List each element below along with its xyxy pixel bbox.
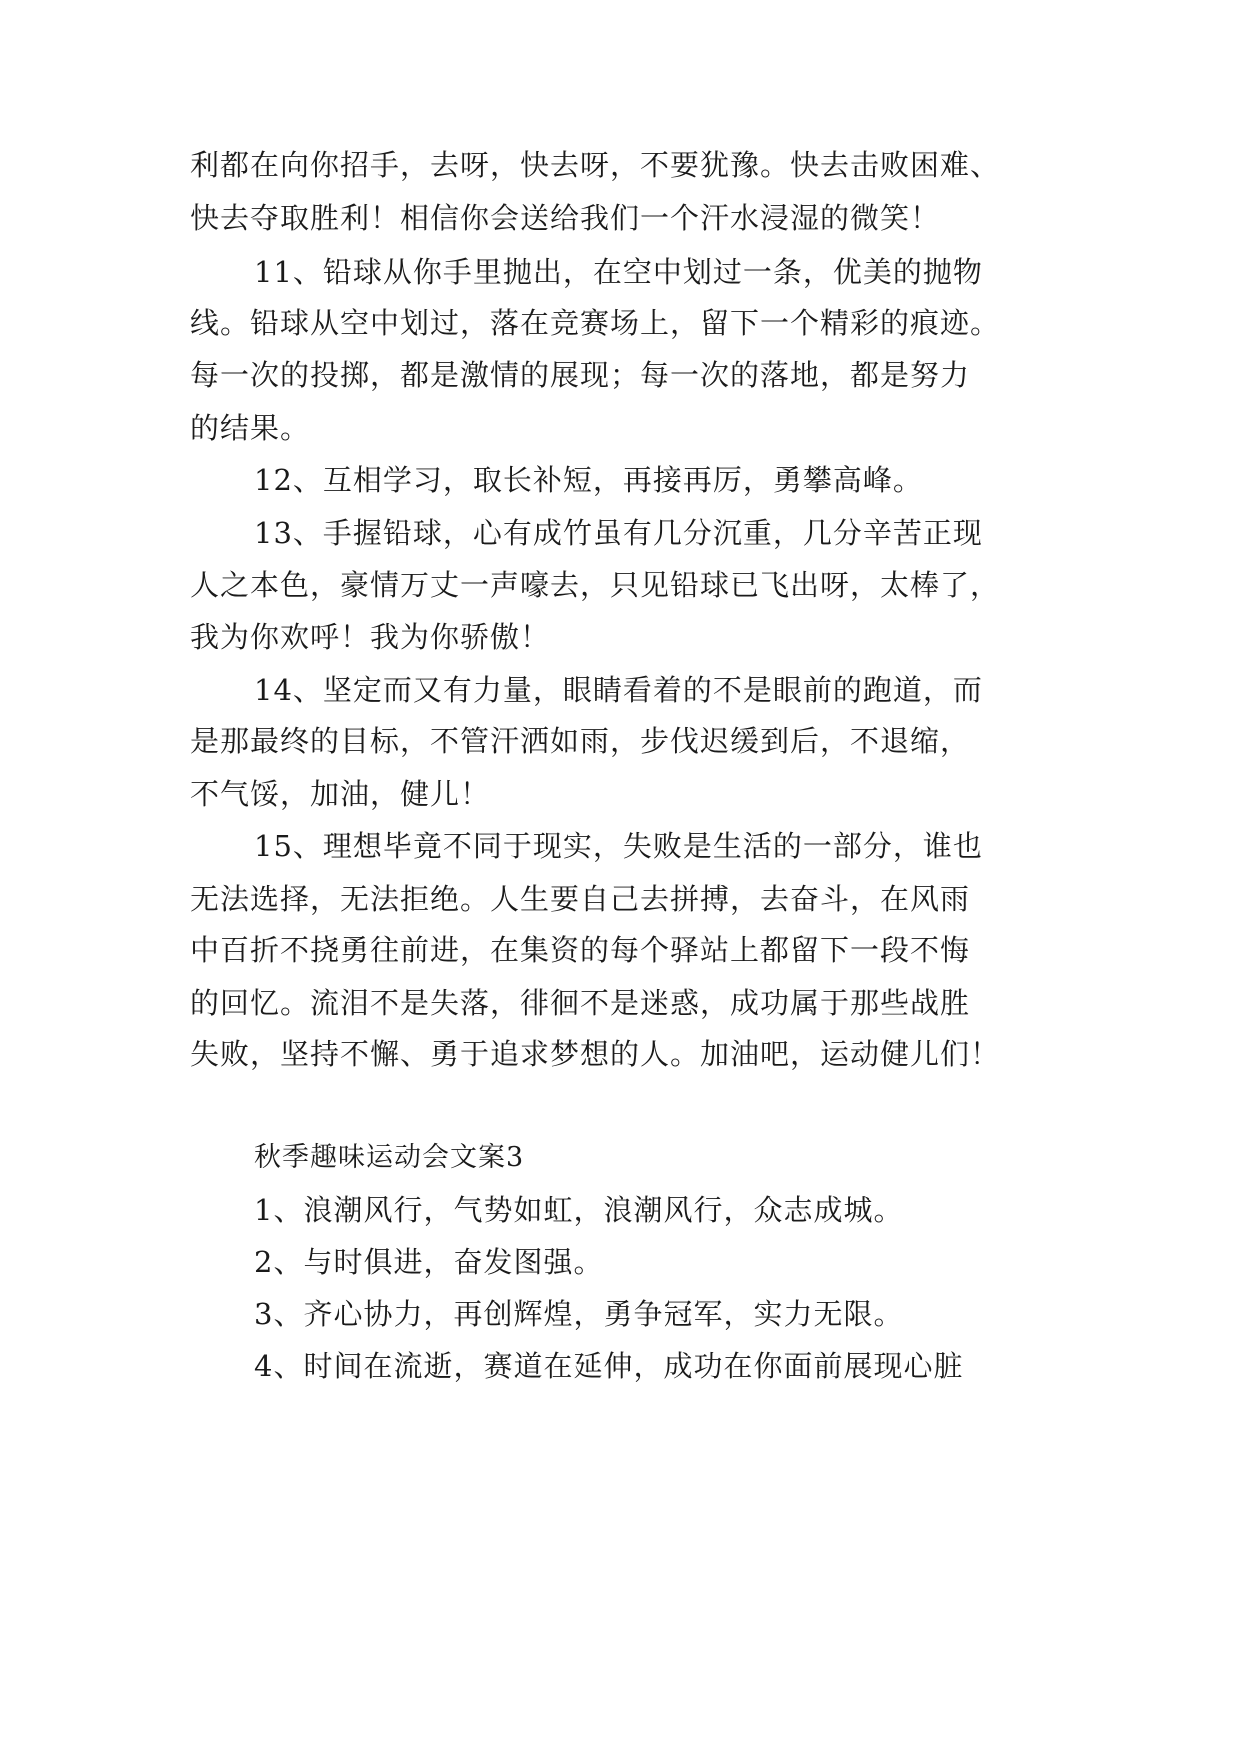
paragraph-line: 每一次的投掷，都是激情的展现；每一次的落地，都是努力 bbox=[190, 358, 971, 392]
list-item: 1、浪潮风行，气势如虹，浪潮风行，众志成城。 bbox=[254, 1193, 904, 1227]
paragraph-line: 的结果。 bbox=[190, 411, 311, 445]
paragraph-line: 13、手握铅球，心有成竹虽有几分沉重，几分辛苦正现 bbox=[254, 516, 983, 550]
paragraph-line: 我为你欢呼！我为你骄傲！ bbox=[190, 620, 551, 654]
paragraph-line: 不气馁，加油，健儿！ bbox=[190, 777, 491, 811]
paragraph-line: 15、理想毕竟不同于现实，失败是生活的一部分，谁也 bbox=[254, 829, 983, 863]
paragraph-line: 人之本色，豪情万丈一声嚎去，只见铅球已飞出呀，太棒了， bbox=[190, 568, 1001, 602]
paragraph-line: 是那最终的目标，不管汗洒如雨，步伐迟缓到后，不退缩， bbox=[190, 724, 971, 758]
paragraph-line: 利都在向你招手，去呀，快去呀，不要犹豫。快去击败困难、 bbox=[190, 148, 1001, 182]
section-title: 秋季趣味运动会文案3 bbox=[254, 1142, 525, 1173]
paragraph-line: 无法选择，无法拒绝。人生要自己去拼搏，去奋斗，在风雨 bbox=[190, 882, 971, 916]
paragraph-line: 11、铅球从你手里抛出，在空中划过一条，优美的抛物 bbox=[254, 255, 983, 289]
list-item: 4、时间在流逝，赛道在延伸，成功在你面前展现心脏 bbox=[254, 1349, 964, 1383]
paragraph-line: 快去夺取胜利！相信你会送给我们一个汗水浸湿的微笑！ bbox=[190, 201, 941, 235]
paragraph-line: 中百折不挠勇往前进，在集资的每个驿站上都留下一段不悔 bbox=[190, 933, 971, 967]
paragraph-line: 失败，坚持不懈、勇于追求梦想的人。加油吧，运动健儿们！ bbox=[190, 1037, 1001, 1071]
paragraph-line: 的回忆。流泪不是失落，徘徊不是迷惑，成功属于那些战胜 bbox=[190, 986, 971, 1020]
paragraph-line: 14、坚定而又有力量，眼睛看着的不是眼前的跑道，而 bbox=[254, 673, 983, 707]
document-page bbox=[190, 0, 1060, 1754]
paragraph-line: 12、互相学习，取长补短，再接再厉，勇攀高峰。 bbox=[254, 463, 923, 497]
list-item: 3、齐心协力，再创辉煌，勇争冠军，实力无限。 bbox=[254, 1297, 904, 1331]
paragraph-line: 线。铅球从空中划过，落在竞赛场上，留下一个精彩的痕迹。 bbox=[190, 306, 1001, 340]
list-item: 2、与时俱进，奋发图强。 bbox=[254, 1245, 604, 1279]
